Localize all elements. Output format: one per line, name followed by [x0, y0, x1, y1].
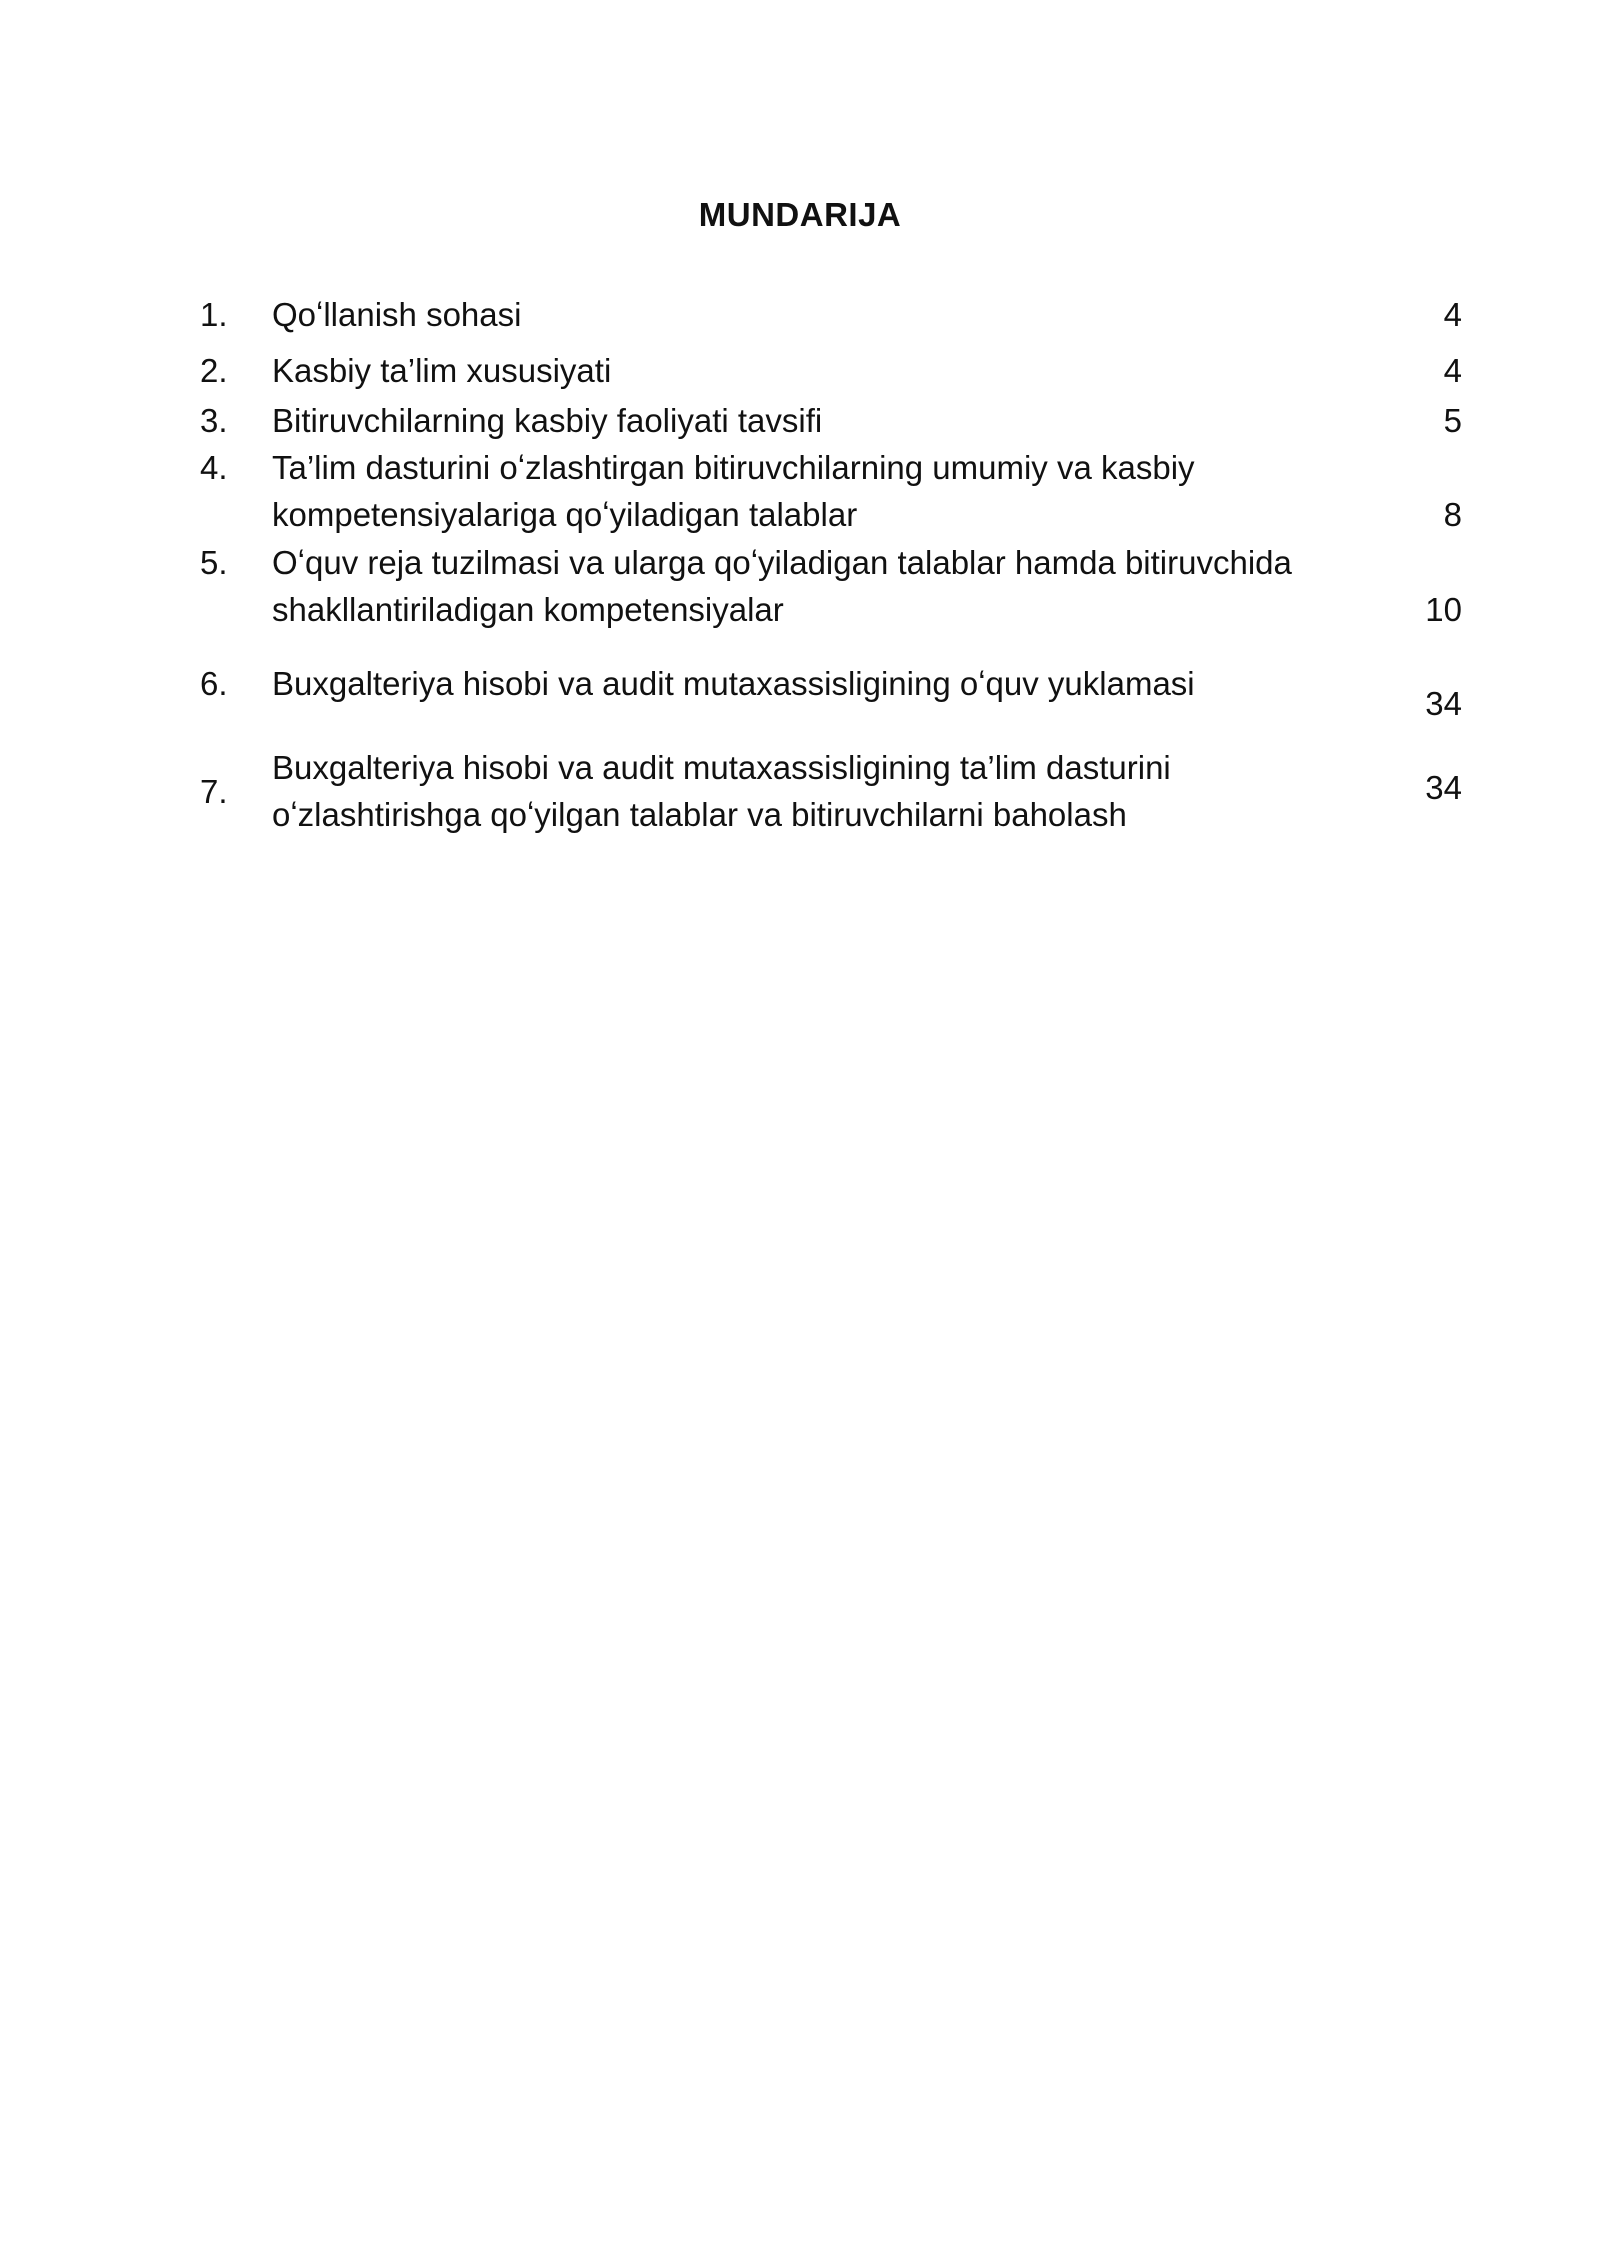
toc-entry-number: 2. [200, 352, 228, 389]
toc-entry-page: 4 [1443, 352, 1462, 389]
toc-entry-7[interactable] [200, 745, 1462, 839]
toc-entry-page: 34 [1425, 769, 1462, 806]
toc-entry-title: Kasbiy ta’lim xususiyati [272, 352, 612, 389]
toc-entry-title: Bitiruvchilarning kasbiy faoliyati tavsifi [272, 402, 823, 439]
toc-entry-1[interactable] [200, 292, 1462, 338]
toc-entry-number: 6. [200, 665, 228, 702]
toc-entry-page: 5 [1443, 402, 1462, 439]
toc-entry-title-line-1: Ta’lim dasturini oʻzlashtirgan bitiruvchilarning umumiy va kasbiy [272, 449, 1195, 486]
toc-entry-title-line-2: oʻzlashtirishga qoʻyilgan talablar va bitiruvchilarni baholash [272, 796, 1127, 833]
toc-entry-title: Qoʻllanish sohasi [272, 296, 522, 333]
toc-entry-page: 8 [1443, 496, 1462, 533]
toc-entry-number: 1. [200, 296, 228, 333]
toc-entry-title-line-2: shakllantiriladigan kompetensiyalar [272, 591, 784, 628]
toc-title: MUNDARIJA [698, 196, 902, 233]
toc-entry-5[interactable] [200, 540, 1462, 634]
toc-entry-title: Buxgalteriya hisobi va audit mutaxassisligining oʻquv yuklamasi [272, 665, 1195, 702]
toc-entry-title-line-1: Buxgalteriya hisobi va audit mutaxassisligining ta’lim dasturini [272, 749, 1171, 786]
toc-entry-number: 3. [200, 402, 228, 439]
toc-entry-title-line-1: Oʻquv reja tuzilmasi va ularga qoʻyiladigan talablar hamda bitiruvchida [272, 544, 1292, 581]
toc-entry-number: 4. [200, 449, 228, 486]
toc-entry-title-line-2: kompetensiyalariga qoʻyiladigan talablar [272, 496, 858, 533]
toc-entry-page: 10 [1425, 591, 1462, 628]
toc-entry-4[interactable] [200, 445, 1462, 539]
toc-entry-3[interactable] [200, 398, 1462, 444]
toc-entry-page: 34 [1425, 685, 1462, 722]
toc-entry-number: 7. [200, 773, 228, 810]
toc-entry-2[interactable] [200, 348, 1462, 394]
toc-entry-page: 4 [1443, 296, 1462, 333]
toc-entry-6[interactable] [200, 661, 1462, 729]
toc-entry-number: 5. [200, 544, 228, 581]
